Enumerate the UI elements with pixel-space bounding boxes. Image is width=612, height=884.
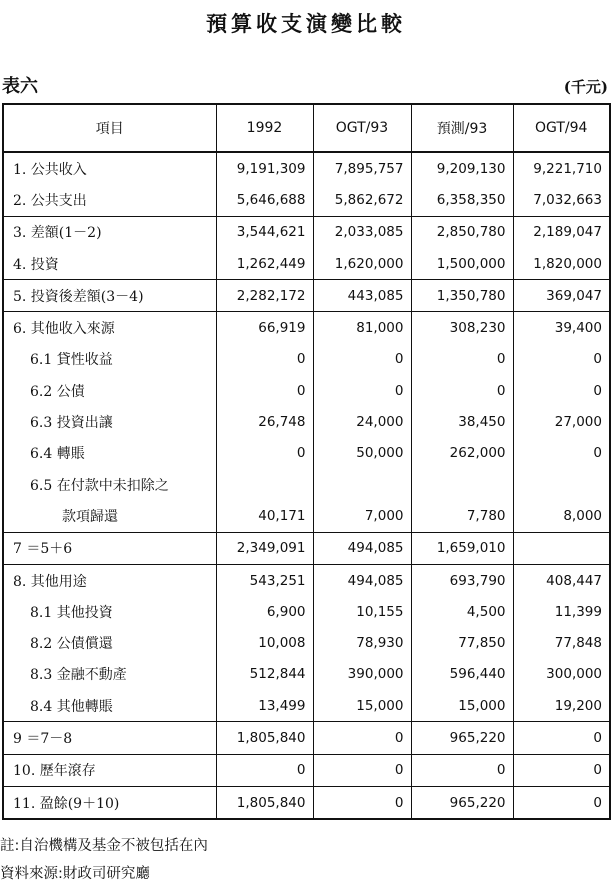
header-forecast93: 預測/93 <box>411 104 513 152</box>
table-row <box>3 438 610 469</box>
row-value: 0 <box>313 754 411 786</box>
row-value: 390,000 <box>313 659 411 690</box>
row-value: 0 <box>513 754 610 786</box>
row-value: 0 <box>513 375 610 406</box>
row-value: 5,862,672 <box>313 184 411 216</box>
row-value: 408,447 <box>513 564 610 596</box>
row-value: 0 <box>513 722 610 754</box>
table-row <box>3 248 610 280</box>
source-note: 資料來源:財政司研究廳 <box>0 866 150 882</box>
budget-comparison-table <box>2 103 611 820</box>
row-value: 0 <box>313 344 411 375</box>
row-value: 77,850 <box>411 627 513 658</box>
row-value: 3,544,621 <box>216 216 313 248</box>
table-row <box>3 216 610 248</box>
row-label: 5. 投資後差額(3－4) <box>3 280 216 312</box>
row-value: 0 <box>411 754 513 786</box>
row-label: 6. 其他收入來源 <box>3 312 216 344</box>
row-label: 11. 盈餘(9＋10) <box>3 786 216 819</box>
row-value: 40,171 <box>216 500 313 532</box>
row-label: 6.2 公債 <box>3 375 216 406</box>
row-value: 9,191,309 <box>216 152 313 184</box>
table-row <box>3 627 610 658</box>
table-row <box>3 596 610 627</box>
row-value: 543,251 <box>216 564 313 596</box>
header-row <box>3 104 610 152</box>
table-row <box>3 532 610 564</box>
row-value: 11,399 <box>513 596 610 627</box>
row-value: 512,844 <box>216 659 313 690</box>
row-value: 26,748 <box>216 406 313 437</box>
row-value: 0 <box>513 344 610 375</box>
row-value: 0 <box>411 344 513 375</box>
row-label: 8.1 其他投資 <box>3 596 216 627</box>
row-value: 1,500,000 <box>411 248 513 280</box>
row-value: 308,230 <box>411 312 513 344</box>
row-value: 10,008 <box>216 627 313 658</box>
row-label: 8.3 金融不動產 <box>3 659 216 690</box>
row-value: 1,805,840 <box>216 722 313 754</box>
row-value: 443,085 <box>313 280 411 312</box>
row-value: 9,221,710 <box>513 152 610 184</box>
table-row <box>3 312 610 344</box>
row-label: 款項歸還 <box>3 500 216 532</box>
table-row <box>3 184 610 216</box>
table-row <box>3 152 610 184</box>
row-value: 8,000 <box>513 500 610 532</box>
row-value: 24,000 <box>313 406 411 437</box>
row-value: 2,282,172 <box>216 280 313 312</box>
row-value: 0 <box>216 344 313 375</box>
row-value: 6,358,350 <box>411 184 513 216</box>
table-row <box>3 500 610 532</box>
table-body <box>3 152 610 819</box>
row-label: 6.1 貸性收益 <box>3 344 216 375</box>
row-value: 2,189,047 <box>513 216 610 248</box>
table-row <box>3 754 610 786</box>
row-value: 10,155 <box>313 596 411 627</box>
table-row <box>3 659 610 690</box>
row-value: 9,209,130 <box>411 152 513 184</box>
header-ogt94: OGT/94 <box>513 104 610 152</box>
unit-label: (千元) <box>563 78 608 96</box>
table-number: 表六 <box>2 76 38 97</box>
row-label: 7 ＝5＋6 <box>3 532 216 564</box>
row-value: 1,820,000 <box>513 248 610 280</box>
row-value: 0 <box>216 438 313 469</box>
table-row <box>3 280 610 312</box>
row-label: 3. 差額(1－2) <box>3 216 216 248</box>
row-value: 6,900 <box>216 596 313 627</box>
row-value: 2,850,780 <box>411 216 513 248</box>
header-item: 項目 <box>3 104 216 152</box>
row-value: 300,000 <box>513 659 610 690</box>
row-value: 4,500 <box>411 596 513 627</box>
row-value: 1,805,840 <box>216 786 313 819</box>
footnote: 註:自治機構及基金不被包括在內 <box>0 838 208 854</box>
row-value: 2,033,085 <box>313 216 411 248</box>
row-label: 8. 其他用途 <box>3 564 216 596</box>
row-value: 596,440 <box>411 659 513 690</box>
row-label: 10. 歷年滾存 <box>3 754 216 786</box>
row-value: 0 <box>313 375 411 406</box>
row-value: 66,919 <box>216 312 313 344</box>
row-value: 965,220 <box>411 722 513 754</box>
row-value: 81,000 <box>313 312 411 344</box>
row-value: 2,349,091 <box>216 532 313 564</box>
row-value: 0 <box>513 786 610 819</box>
row-value: 1,262,449 <box>216 248 313 280</box>
row-value: 494,085 <box>313 532 411 564</box>
row-value: 369,047 <box>513 280 610 312</box>
row-value: 15,000 <box>411 690 513 722</box>
row-value: 15,000 <box>313 690 411 722</box>
table-row <box>3 690 610 722</box>
row-label: 6.3 投資出讓 <box>3 406 216 437</box>
row-value: 7,780 <box>411 500 513 532</box>
row-value: 0 <box>411 375 513 406</box>
row-value: 7,000 <box>313 500 411 532</box>
row-value: 494,085 <box>313 564 411 596</box>
row-value: 7,895,757 <box>313 152 411 184</box>
table-row <box>3 406 610 437</box>
row-value: 5,646,688 <box>216 184 313 216</box>
table-row <box>3 722 610 754</box>
header-1992: 1992 <box>216 104 313 152</box>
row-label: 2. 公共支出 <box>3 184 216 216</box>
row-value: 77,848 <box>513 627 610 658</box>
row-label: 6.4 轉賬 <box>3 438 216 469</box>
row-value: 13,499 <box>216 690 313 722</box>
row-value: 78,930 <box>313 627 411 658</box>
row-value: 19,200 <box>513 690 610 722</box>
row-value: 27,000 <box>513 406 610 437</box>
row-value: 0 <box>313 722 411 754</box>
row-value: 0 <box>513 438 610 469</box>
table-row <box>3 469 610 500</box>
table-row <box>3 786 610 819</box>
row-value: 38,450 <box>411 406 513 437</box>
row-value: 50,000 <box>313 438 411 469</box>
row-value: 39,400 <box>513 312 610 344</box>
table-row <box>3 564 610 596</box>
row-value <box>216 469 313 500</box>
row-value: 0 <box>216 375 313 406</box>
row-value: 1,620,000 <box>313 248 411 280</box>
row-value: 693,790 <box>411 564 513 596</box>
row-value: 1,350,780 <box>411 280 513 312</box>
header-ogt93: OGT/93 <box>313 104 411 152</box>
row-value <box>513 532 610 564</box>
row-value: 0 <box>313 786 411 819</box>
row-value: 0 <box>216 754 313 786</box>
table-row <box>3 375 610 406</box>
row-value: 1,659,010 <box>411 532 513 564</box>
row-value <box>313 469 411 500</box>
row-label: 8.2 公債償還 <box>3 627 216 658</box>
row-value <box>411 469 513 500</box>
row-label: 8.4 其他轉賬 <box>3 690 216 722</box>
page-title: 預算收支演變比較 <box>206 11 406 36</box>
row-label: 1. 公共收入 <box>3 152 216 184</box>
row-label: 9 ＝7－8 <box>3 722 216 754</box>
row-label: 4. 投資 <box>3 248 216 280</box>
table-row <box>3 344 610 375</box>
row-value: 262,000 <box>411 438 513 469</box>
row-value: 965,220 <box>411 786 513 819</box>
row-value <box>513 469 610 500</box>
row-label: 6.5 在付款中未扣除之 <box>3 469 216 500</box>
row-value: 7,032,663 <box>513 184 610 216</box>
